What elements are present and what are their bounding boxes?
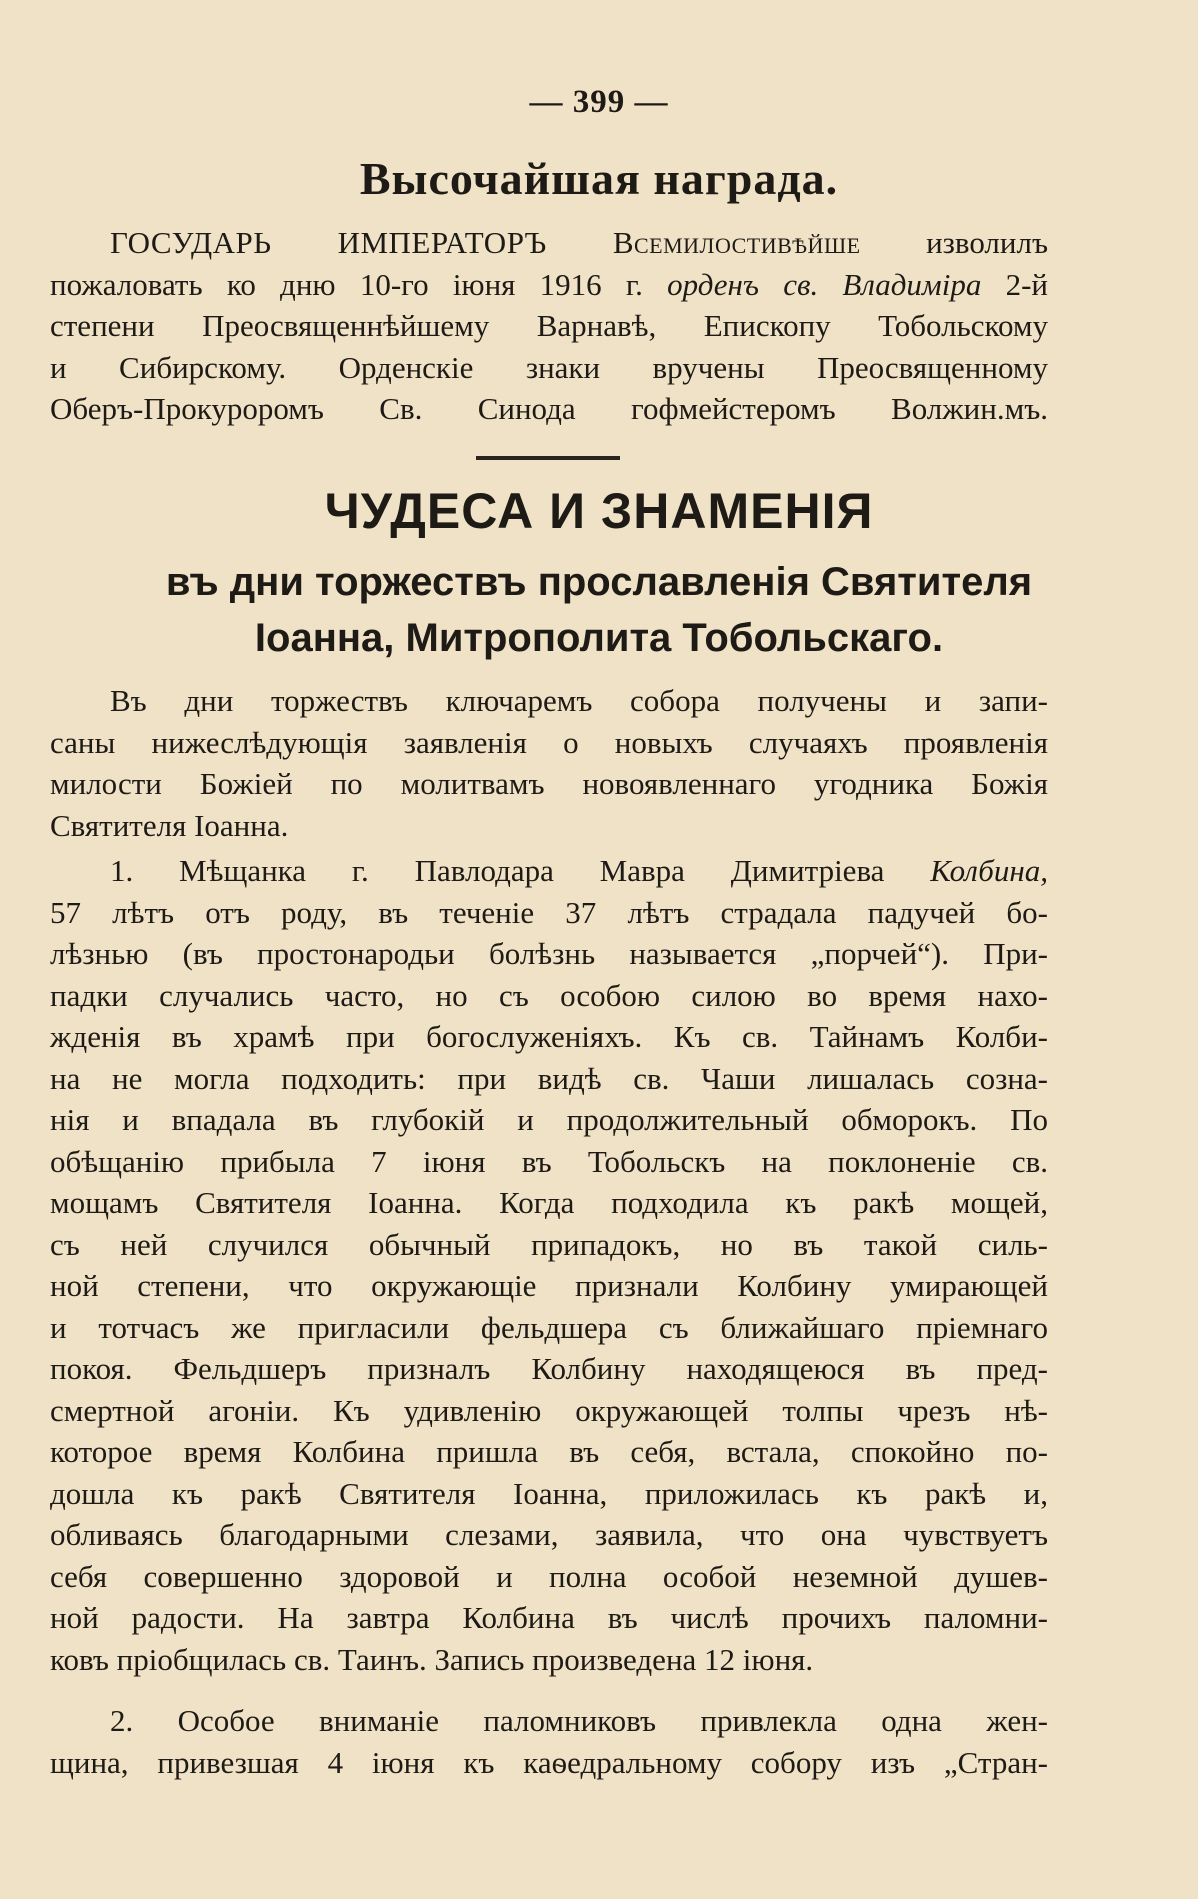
text-line: и тотчасъ же пригласили фельдшера съ ближайшаго пріемнаго [50,1309,1048,1345]
text-line: мощамъ Святителя Іоанна. Когда подходила къ ракѣ мощей, [50,1185,1048,1220]
award-line [50,222,1048,264]
text-line: обѣщанію прибыла 7 іюня въ Тобольскъ на поклоненіе св. [50,1143,1048,1179]
miracle-paragraph-1 [50,850,1048,1680]
text-line: съ ней случился обычный припадокъ, но въ такой силь- [50,1226,1048,1262]
text-line: смертной агоніи. Къ удивленію окружающей толпы чрезъ нѣ- [50,1392,1048,1428]
award-line: степени Преосвященнѣйшему Варнавѣ, Епископу Тобольскому [50,308,1048,343]
miracles-subtitle [60,554,1138,666]
award-text-span: орденъ св. Владиміра [667,266,982,302]
award-text-span: изволилъ [860,225,1048,260]
text-line: саны нижеслѣдующія заявленія о новыхъ случаяхъ проявленія [50,724,1048,760]
text-line: щина, привезшая 4 іюня къ каѳедральному собору изъ „Стран- [50,1744,1048,1780]
text-line: себя совершенно здоровой и полна особой неземной душев- [50,1558,1048,1594]
text-line: Въ дни торжествъ ключаремъ собора получены и запи- [110,683,1048,718]
miracles-title: ЧУДЕСА И ЗНАМЕНІЯ [324,483,874,539]
award-line: и Сибирскому. Орденскіе знаки вручены Преосвященному [50,349,1048,385]
subtitle-line: Іоанна, Митрополита Тобольскаго. [254,616,944,660]
award-text-span: 2-й [981,266,1048,302]
text-line [50,850,1048,892]
subtitle-line: въ дни торжествъ прославленія Святителя [165,560,1033,604]
text-line: ной степени, что окружающіе признали Колбину умирающей [50,1268,1048,1303]
award-text-span: пожаловать ко дню 10-го іюня 1916 г. [50,266,668,302]
award-paragraph [50,222,1048,430]
text-line: ной радости. На завтра Колбина въ числѣ прочихъ паломни- [50,1600,1048,1635]
award-text-span: ГОСУДАРЬ ИМПЕРАТОРЪ [110,225,613,260]
page-number: — 399 — [529,84,669,120]
text-span: 1. Мѣщанка г. Павлодара Мавра Димитріева [110,853,931,888]
text-line: 57 лѣтъ отъ роду, въ теченіе 37 лѣтъ страдала падучей бо- [50,894,1048,930]
text-line: милости Божіей по молитвамъ новоявленнаго угодника Божія [50,766,1048,801]
text-line: 2. Особое вниманіе паломниковъ привлекла одна жен- [110,1703,1048,1738]
award-line [50,264,1048,306]
section-divider [476,456,620,460]
text-line: дошла къ ракѣ Святителя Іоанна, приложилась къ ракѣ и, [50,1475,1048,1511]
award-title: Высочайшая награда. [359,153,839,204]
text-line: нія и впадала въ глубокій и продолжительный обморокъ. По [50,1102,1048,1137]
text-line: лѣзнью (въ простонародьи болѣзнь называется „порчей“). При- [50,936,1048,971]
text-span: Колбина, [930,853,1048,888]
text-line: падки случались часто, но съ особою силою во время нахо- [50,977,1048,1013]
award-line: Оберъ-Прокуроромъ Св. Синода гофмейстеромъ Волжин.мъ. [50,391,1048,426]
intro-paragraph [50,680,1048,846]
text-line: на не могла подходить: при видѣ св. Чаши лишалась созна- [50,1060,1048,1096]
award-text-span: Всемилостивѣйше [612,225,861,260]
text-line: ковъ пріобщилась св. Таинъ. Запись произведена 12 іюня. [50,1641,814,1677]
text-line: обливаясь благодарными слезами, заявила, что она чувствуетъ [50,1517,1048,1552]
text-line: жденія въ храмѣ при богослуженіяхъ. Къ св. Тайнамъ Колби- [50,1019,1048,1054]
text-line: покоя. Фельдшеръ призналъ Колбину находящеюся въ пред- [50,1351,1048,1386]
text-line: Святителя Іоанна. [50,807,289,843]
miracle-paragraph-2 [50,1700,1048,1783]
text-line: которое время Колбина пришла въ себя, встала, спокойно по- [50,1434,1048,1469]
